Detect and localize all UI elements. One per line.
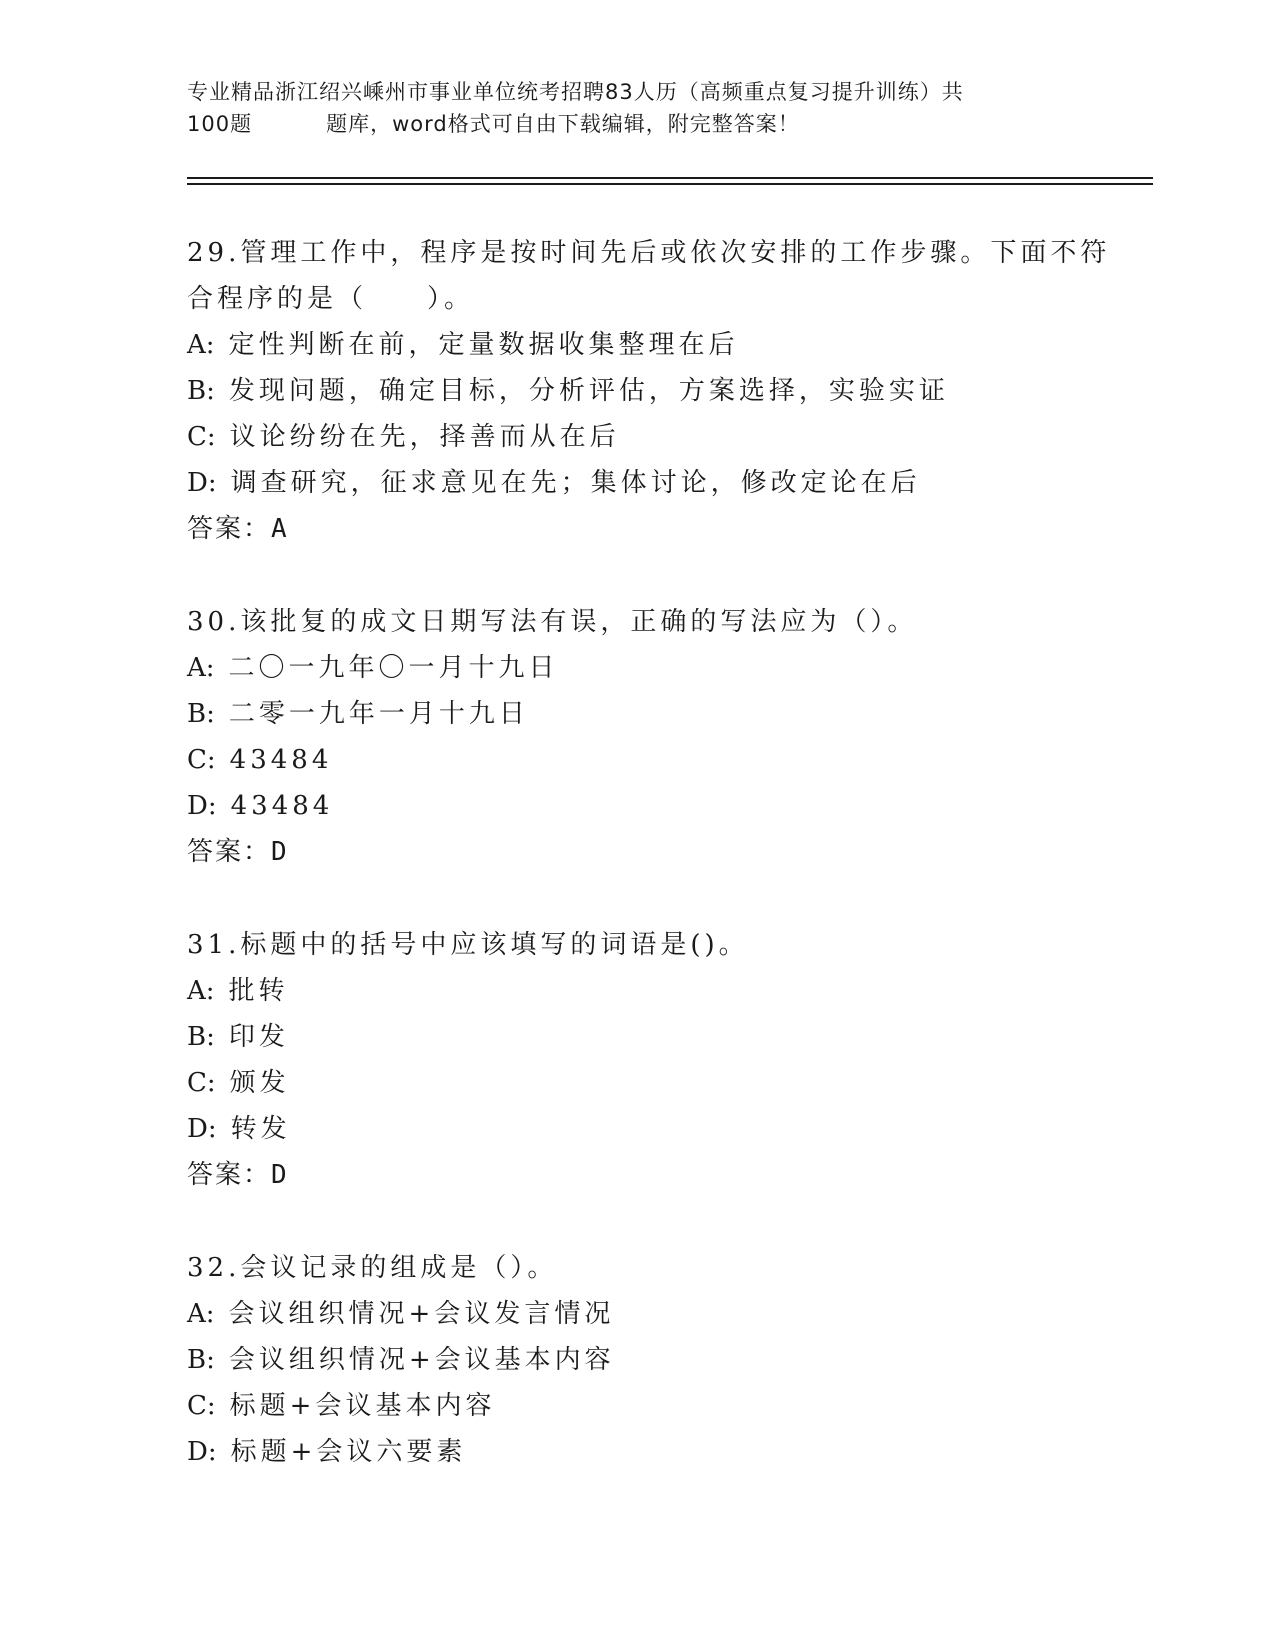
answer-line [187,829,1107,875]
option-letter: A [187,653,206,683]
option-letter: D [187,1114,208,1144]
option-letter: B [187,376,207,406]
answer-line [187,506,1107,552]
option-letter: D [187,1437,208,1467]
option-letter: D [187,468,208,498]
option-text: 批转 [228,976,289,1006]
option-c: C: 43484 [187,745,333,775]
question-stem [187,599,1107,645]
header-count: 100题 [187,112,253,136]
option-a: A: 定性判断在前，定量数据收集整理在后 [187,330,739,360]
option-b: B: 会议组织情况+会议基本内容 [187,1345,615,1375]
option-letter: A [187,1299,206,1329]
header-line-1: 专业精品浙江绍兴嵊州市事业单位统考招聘83人历（高频重点复习提升训练）共 [187,80,964,104]
option-letter: B [187,699,207,729]
option-letter: C [187,422,207,452]
question-stem [187,922,1107,968]
question-stem [187,1245,1107,1291]
option-text: 会议组织情况+会议发言情况 [228,1299,615,1329]
option-text: 标题+会议基本内容 [229,1391,496,1421]
option-b: B: 发现问题，确定目标，分析评估，方案选择，实验实证 [187,376,949,406]
option-text: 标题+会议六要素 [230,1437,467,1467]
option-d: D: 43484 [187,791,334,821]
answer-value: D [271,837,287,867]
question-stem [187,230,1111,322]
option-text: 颁发 [229,1068,290,1098]
question-29 [187,230,1111,552]
document-header [187,76,1087,140]
option-d: D: 转发 [187,1114,291,1144]
answer-label: 答案： [187,837,272,867]
question-32 [187,1245,1107,1475]
option-c: C: 议论纷纷在先，择善而从在后 [187,422,620,452]
option-text: 43484 [230,791,334,821]
answer-value: A [271,514,287,544]
option-c: C: 颁发 [187,1068,290,1098]
option-text: 议论纷纷在先，择善而从在后 [229,422,620,452]
option-text: 转发 [230,1114,291,1144]
header-line-2 [187,108,1087,140]
option-text: 会议组织情况+会议基本内容 [228,1345,615,1375]
question-30 [187,599,1107,875]
question-stem-line: 合程序的是（ ）。 [187,284,475,314]
header-divider-bottom [187,183,1153,185]
option-text: 发现问题，确定目标，分析评估，方案选择，实验实证 [228,376,949,406]
option-text: 43484 [229,745,333,775]
option-text: 二〇一九年〇一月十九日 [228,653,559,683]
option-b: B: 二零一九年一月十九日 [187,699,529,729]
option-text: 定性判断在前，定量数据收集整理在后 [228,330,739,360]
option-text: 二零一九年一月十九日 [228,699,529,729]
question-list [187,230,1111,1475]
header-divider-top [187,177,1153,179]
question-stem-line: 30.该批复的成文日期写法有误，正确的写法应为（）。 [187,607,918,637]
option-letter: D [187,791,208,821]
header-description: 题库，word格式可自由下载编辑，附完整答案！ [326,112,800,136]
answer-label: 答案： [187,1160,272,1190]
option-letter: C [187,1068,207,1098]
option-letter: A [187,330,206,360]
answer-label: 答案： [187,514,272,544]
option-letter: B [187,1022,207,1052]
option-a: A: 会议组织情况+会议发言情况 [187,1299,615,1329]
question-31 [187,922,1107,1198]
option-c: C: 标题+会议基本内容 [187,1391,496,1421]
answer-line [187,1152,1107,1198]
option-text: 调查研究，征求意见在先；集体讨论，修改定论在后 [230,468,921,498]
option-d: D: 标题+会议六要素 [187,1437,467,1467]
question-stem-line: 29.管理工作中，程序是按时间先后或依次安排的工作步骤。下面不符 [187,238,1111,268]
option-a: A: 批转 [187,976,289,1006]
option-a: A: 二〇一九年〇一月十九日 [187,653,559,683]
question-stem-line: 32.会议记录的组成是（）。 [187,1253,558,1283]
option-b: B: 印发 [187,1022,289,1052]
option-letter: C [187,1391,207,1421]
question-stem-line: 31.标题中的括号中应该填写的词语是()。 [187,930,749,960]
option-letter: B [187,1345,207,1375]
option-letter: C [187,745,207,775]
option-letter: A [187,976,206,1006]
option-text: 印发 [228,1022,289,1052]
option-d: D: 调查研究，征求意见在先；集体讨论，修改定论在后 [187,468,921,498]
answer-value: D [271,1160,287,1190]
